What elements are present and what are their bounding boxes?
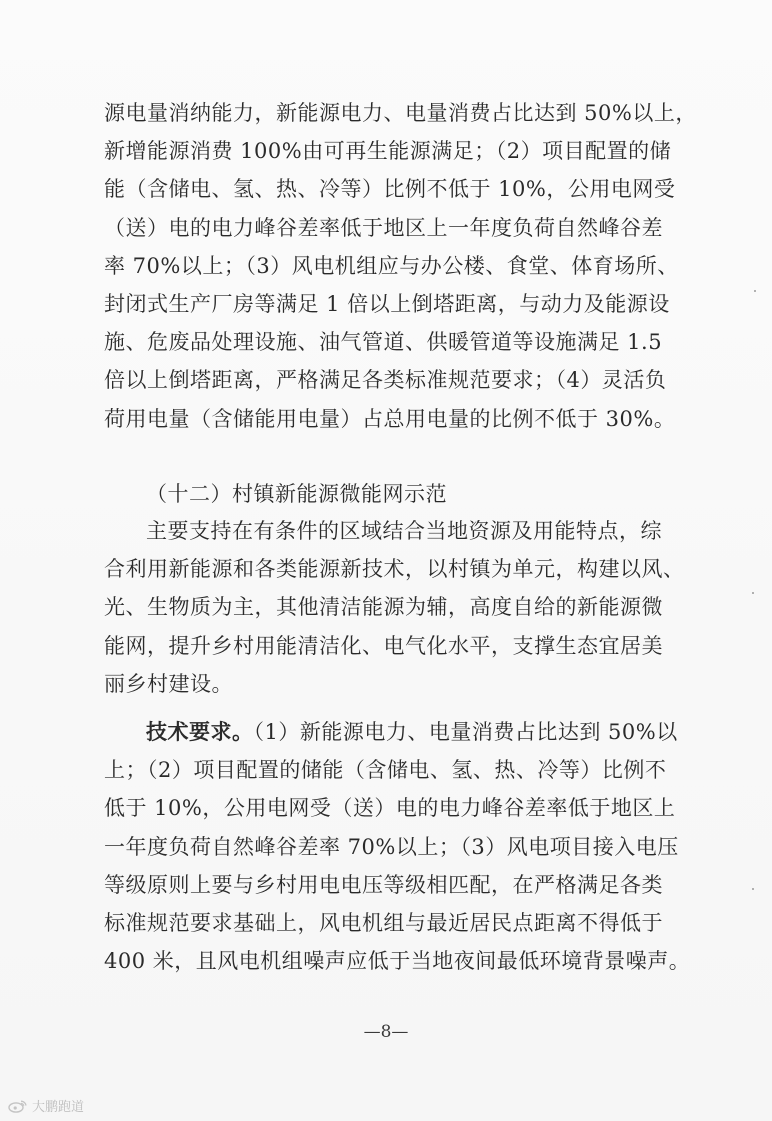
text-line: 能网，提升乡村用能清洁化、电气化水平，支撑生态宜居美: [104, 633, 663, 658]
text-line: 一年度负荷自然峰谷差率 70%以上；（3）风电项目接入电压: [104, 834, 679, 859]
text-line: 低于 10%，公用电网受（送）电的电力峰谷差率低于地区上: [104, 796, 676, 821]
page-number: —8—: [363, 1022, 409, 1042]
text-line: 荷用电量（含储能用电量）占总用电量的比例不低于 30%。: [104, 406, 676, 431]
text-line: 封闭式生产厂房等满足 1 倍以上倒塔距离，与动力及能源设: [104, 291, 670, 316]
weibo-logo-icon: [8, 1099, 28, 1113]
text-line: 新增能源消费 100%由可再生能源满足；（2）项目配置的储: [104, 139, 672, 164]
text-line: 主要支持在有条件的区域结合当地资源及用能特点，综: [146, 519, 662, 543]
text-line: [104, 713, 678, 751]
scan-speck: [752, 592, 754, 594]
text-line: 上；（2）项目配置的储能（含储电、氢、热、冷等）比例不: [104, 758, 667, 783]
intro-paragraph: [104, 512, 685, 703]
text-line: 等级原则上要与乡村用电电压等级相匹配，在严格满足各类: [104, 872, 663, 897]
text-line: （送）电的电力峰谷差率低于地区上一年度负荷自然峰谷差: [104, 215, 663, 240]
scan-speck: [752, 888, 754, 890]
text-line: 源电量消纳能力，新能源电力、电量消费占比达到 50%以上，: [104, 101, 697, 125]
tech-requirements-paragraph: [104, 713, 691, 980]
text-line: 施、危废品处理设施、油气管道、供暖管道等设施满足 1.5: [104, 330, 663, 355]
text-line: 标准规范要求基础上，风电机组与最近居民点距离不得低于: [104, 910, 663, 935]
continuation-paragraph: [104, 94, 697, 438]
text-line: 光、生物质为主，其他清洁能源为辅，高度自给的新能源微: [104, 595, 663, 620]
text-line: 率 70%以上；（3）风电机组应与办公楼、食堂、体育场所、: [104, 253, 679, 278]
watermark-text: 大鹏跑道: [32, 1100, 85, 1115]
text-line: 400 米，且风电机组噪声应低于当地夜间最低环境背景噪声。: [104, 949, 691, 974]
text-line: 倍以上倒塔距离，严格满足各类标准规范要求；（4）灵活负: [104, 368, 667, 393]
tech-requirements-label: 技术要求。: [146, 719, 254, 744]
tech-requirements-first-line: （1）新能源电力、电量消费占比达到 50%以: [253, 720, 678, 744]
scan-speck: [754, 290, 756, 292]
section-heading-block: [104, 475, 670, 513]
text-line: 合利用新能源和各类能源新技术，以村镇为单元，构建以风、: [104, 557, 685, 582]
section-heading: （十二）村镇新能源微能网示范: [146, 482, 447, 506]
text-line: 丽乡村建设。: [104, 671, 233, 696]
watermark: [8, 1096, 84, 1115]
text-line: 能（含储电、氢、热、冷等）比例不低于 10%，公用电网受: [104, 177, 676, 202]
